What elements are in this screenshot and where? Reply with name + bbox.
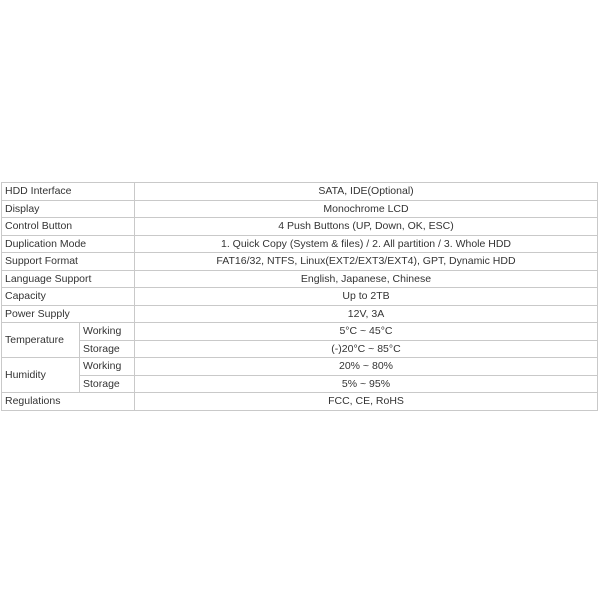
row-label: Capacity xyxy=(2,288,135,306)
row-value: Monochrome LCD xyxy=(135,200,598,218)
row-value: English, Japanese, Chinese xyxy=(135,270,598,288)
row-label: Power Supply xyxy=(2,305,135,323)
row-value: 12V, 3A xyxy=(135,305,598,323)
row-label: Display xyxy=(2,200,135,218)
humidity-working-value: 20% ~ 80% xyxy=(135,358,598,376)
regulations-label: Regulations xyxy=(2,393,135,411)
table-row xyxy=(2,235,598,253)
temperature-label: Temperature xyxy=(2,323,80,358)
table-row-regulations xyxy=(2,393,598,411)
row-value: Up to 2TB xyxy=(135,288,598,306)
temperature-storage-value: (-)20°C ~ 85°C xyxy=(135,340,598,358)
temperature-working-value: 5°C ~ 45°C xyxy=(135,323,598,341)
temperature-storage-label: Storage xyxy=(80,340,135,358)
table-row xyxy=(2,288,598,306)
row-label: Control Button xyxy=(2,218,135,236)
row-label: Support Format xyxy=(2,253,135,271)
table-row-temperature-storage xyxy=(2,340,598,358)
regulations-value: FCC, CE, RoHS xyxy=(135,393,598,411)
humidity-label: Humidity xyxy=(2,358,80,393)
row-value: 1. Quick Copy (System & files) / 2. All partition / 3. Whole HDD xyxy=(135,235,598,253)
table-row xyxy=(2,218,598,236)
spec-table xyxy=(1,182,598,411)
row-value: 4 Push Buttons (UP, Down, OK, ESC) xyxy=(135,218,598,236)
table-row-temperature-working xyxy=(2,323,598,341)
table-row xyxy=(2,305,598,323)
row-value: SATA, IDE(Optional) xyxy=(135,183,598,201)
table-row xyxy=(2,200,598,218)
row-label: Language Support xyxy=(2,270,135,288)
table-row xyxy=(2,253,598,271)
row-label: Duplication Mode xyxy=(2,235,135,253)
humidity-working-label: Working xyxy=(80,358,135,376)
row-value: FAT16/32, NTFS, Linux(EXT2/EXT3/EXT4), GPT, Dynamic HDD xyxy=(135,253,598,271)
row-label: HDD Interface xyxy=(2,183,135,201)
table-row-humidity-working xyxy=(2,358,598,376)
table-row xyxy=(2,183,598,201)
humidity-storage-value: 5% ~ 95% xyxy=(135,375,598,393)
table-row xyxy=(2,270,598,288)
temperature-working-label: Working xyxy=(80,323,135,341)
humidity-storage-label: Storage xyxy=(80,375,135,393)
table-row-humidity-storage xyxy=(2,375,598,393)
